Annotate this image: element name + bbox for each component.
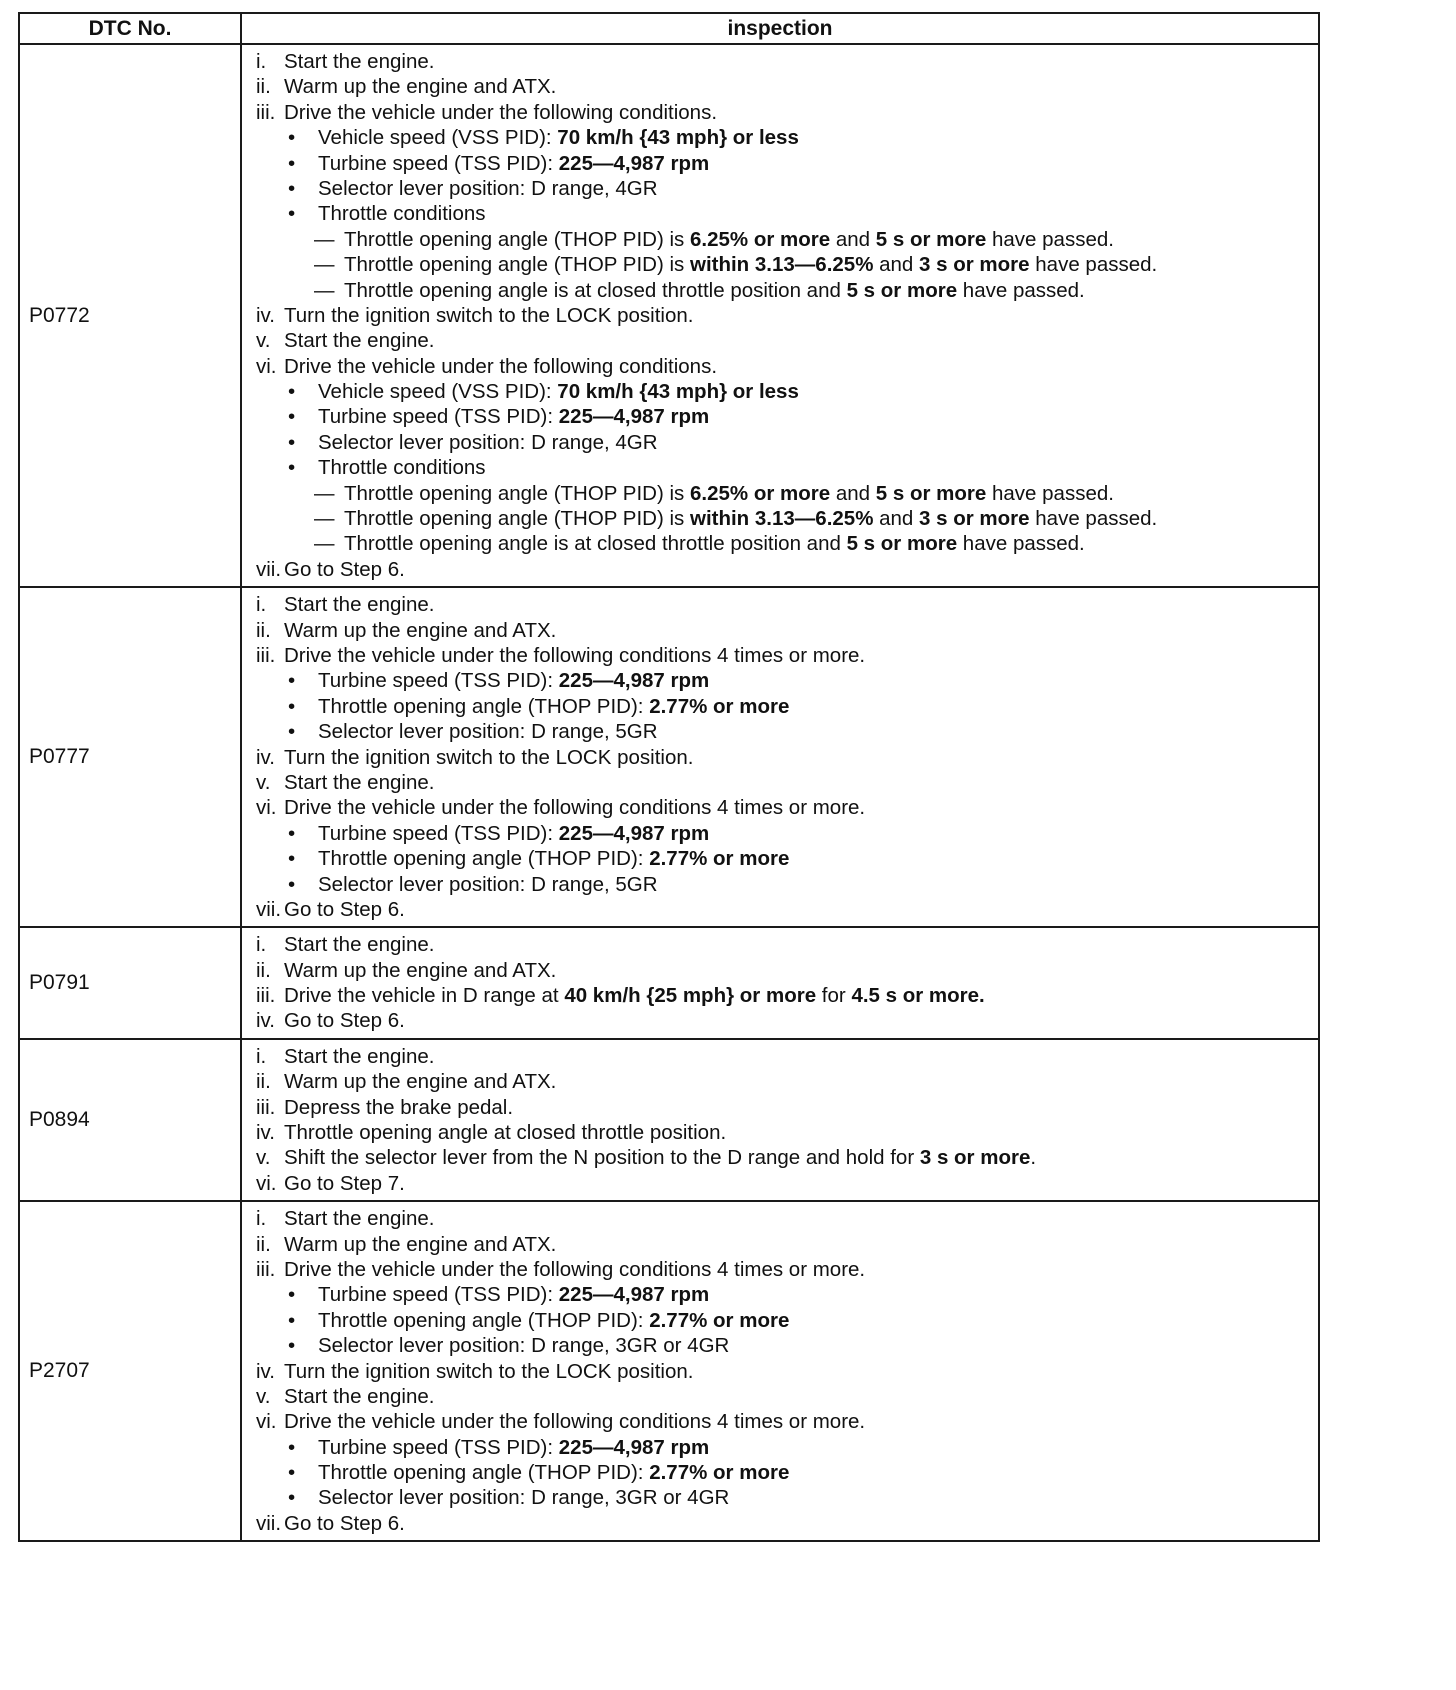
inspection-step (256, 770, 1312, 795)
bullet-marker: • (288, 669, 296, 693)
bold-value: 225—4,987 rpm (558, 405, 710, 429)
condition-bullet (256, 694, 1312, 719)
step-text: Turbine speed (TSS PID): (318, 151, 559, 175)
step-text: Throttle opening angle (THOP PID): (318, 847, 650, 871)
inspection-cell (241, 1201, 1319, 1541)
inspection-cell (241, 587, 1319, 927)
bullet-marker: • (288, 1283, 296, 1307)
step-text: Start the engine. (284, 1384, 435, 1408)
step-text: Drive the vehicle under the following conditions 4 times or more. (284, 1410, 866, 1434)
step-text: Selector lever position: D range, 5GR (318, 720, 658, 744)
step-text: Selector lever position: D range, 3GR or 4GR (318, 1334, 730, 1358)
step-number: iv. (256, 1009, 275, 1033)
inspection-cell (241, 1039, 1319, 1201)
condition-bullet (256, 379, 1312, 404)
inspection-step (256, 1359, 1312, 1384)
step-text: Drive the vehicle in D range at (284, 984, 565, 1008)
table-row (19, 927, 1319, 1039)
bullet-marker: • (288, 1334, 296, 1358)
bullet-marker: • (288, 202, 296, 226)
dash-marker: — (314, 481, 335, 505)
inspection-step (256, 1120, 1312, 1145)
inspection-step (256, 983, 1312, 1008)
condition-bullet (256, 1485, 1312, 1510)
step-number: ii. (256, 618, 271, 642)
throttle-condition (256, 278, 1312, 303)
inspection-step (256, 1409, 1312, 1434)
step-text: Warm up the engine and ATX. (284, 75, 557, 99)
step-number: iv. (256, 303, 275, 327)
condition-bullet (256, 125, 1312, 150)
step-number: ii. (256, 1070, 271, 1094)
step-text: Go to Step 6. (284, 1009, 405, 1033)
bold-value: 70 km/h {43 mph} or less (557, 380, 799, 404)
inspection-step (256, 354, 1312, 379)
inspection-step (256, 592, 1312, 617)
condition-bullet (256, 1460, 1312, 1485)
inspection-step (256, 1384, 1312, 1409)
bold-value: 40 km/h {25 mph} or more (564, 984, 817, 1008)
step-text: have passed. (1029, 507, 1158, 531)
step-number: v. (256, 770, 271, 794)
bold-value: 2.77% or more (649, 847, 790, 871)
step-text: Selector lever position: D range, 3GR or 4GR (318, 1486, 730, 1510)
step-text: Start the engine. (284, 593, 435, 617)
step-number: ii. (256, 1232, 271, 1256)
step-number: iv. (256, 745, 275, 769)
bold-value: 225—4,987 rpm (558, 821, 710, 845)
table-row (19, 587, 1319, 927)
step-text: Turn the ignition switch to the LOCK position. (284, 303, 694, 327)
step-text: Start the engine. (284, 770, 435, 794)
throttle-condition (256, 531, 1312, 556)
condition-bullet (256, 668, 1312, 693)
bullet-marker: • (288, 872, 296, 896)
inspection-step (256, 897, 1312, 922)
condition-bullet (256, 1282, 1312, 1307)
inspection-step (256, 1044, 1312, 1069)
bold-value: 2.77% or more (649, 1308, 790, 1332)
bullet-marker: • (288, 430, 296, 454)
step-text: Throttle opening angle (THOP PID): (318, 694, 650, 718)
step-text: Drive the vehicle under the following conditions 4 times or more. (284, 1257, 866, 1281)
step-number: vi. (256, 354, 277, 378)
dtc-inspection-table (18, 12, 1320, 1542)
inspection-cell (241, 927, 1319, 1039)
inspection-step (256, 1008, 1312, 1033)
dash-marker: — (314, 227, 335, 251)
table-row (19, 1039, 1319, 1201)
step-number: iii. (256, 1257, 276, 1281)
step-text: Start the engine. (284, 50, 435, 73)
step-text: Go to Step 6. (284, 1511, 405, 1535)
dtc-code-cell: P0777 (19, 587, 241, 927)
step-number: i. (256, 933, 267, 957)
bold-value: 225—4,987 rpm (558, 151, 710, 175)
dtc-code-cell: P0791 (19, 927, 241, 1039)
step-number: iii. (256, 643, 276, 667)
step-text: have passed. (957, 532, 1085, 556)
bold-value: 3 s or more (919, 507, 1030, 531)
table-header-row (19, 13, 1319, 44)
inspection-step (256, 618, 1312, 643)
bullet-marker: • (288, 694, 296, 718)
bullet-marker: • (288, 1435, 296, 1459)
inspection-step (256, 745, 1312, 770)
inspection-step (256, 1511, 1312, 1536)
dtc-code-cell: P0772 (19, 44, 241, 587)
step-text: Go to Step 6. (284, 897, 405, 921)
step-text: . (1030, 1146, 1037, 1170)
step-number: i. (256, 1044, 267, 1068)
step-text: Throttle opening angle (THOP PID) is (344, 253, 690, 277)
condition-bullet (256, 430, 1312, 455)
condition-bullet (256, 821, 1312, 846)
step-text: Selector lever position: D range, 4GR (318, 430, 658, 454)
step-text: have passed. (986, 227, 1114, 251)
inspection-step (256, 1206, 1312, 1231)
step-text: Turbine speed (TSS PID): (318, 821, 559, 845)
step-text: Start the engine. (284, 329, 435, 353)
bullet-marker: • (288, 151, 296, 175)
inspection-cell (241, 44, 1319, 587)
inspection-step (256, 932, 1312, 957)
inspection-step (256, 100, 1312, 125)
table-body (19, 44, 1319, 1541)
step-text: Drive the vehicle under the following conditions 4 times or more. (284, 796, 866, 820)
step-text: Turbine speed (TSS PID): (318, 405, 559, 429)
step-text: Turbine speed (TSS PID): (318, 1283, 559, 1307)
bold-value: 6.25% or more (690, 481, 831, 505)
step-text: Warm up the engine and ATX. (284, 958, 557, 982)
inspection-step (256, 643, 1312, 668)
inspection-step (256, 303, 1312, 328)
step-number: vi. (256, 1410, 277, 1434)
step-text: Selector lever position: D range, 4GR (318, 176, 658, 200)
step-text: Vehicle speed (VSS PID): (318, 126, 558, 150)
inspection-step (256, 1257, 1312, 1282)
step-text: Throttle opening angle (THOP PID) is (344, 507, 690, 531)
step-text: for (816, 984, 852, 1008)
step-text: Go to Step 7. (284, 1171, 405, 1195)
step-text: Turn the ignition switch to the LOCK position. (284, 745, 694, 769)
step-number: vii. (256, 1511, 282, 1535)
step-text: Turn the ignition switch to the LOCK position. (284, 1359, 694, 1383)
condition-bullet (256, 151, 1312, 176)
throttle-condition (256, 506, 1312, 531)
inspection-step (256, 795, 1312, 820)
bold-value: 5 s or more (875, 227, 987, 251)
inspection-step (256, 328, 1312, 353)
bullet-marker: • (288, 821, 296, 845)
condition-bullet (256, 404, 1312, 429)
step-number: v. (256, 1146, 271, 1170)
dash-marker: — (314, 532, 335, 556)
condition-bullet (256, 719, 1312, 744)
step-text: Turbine speed (TSS PID): (318, 669, 559, 693)
step-text: Throttle opening angle (THOP PID): (318, 1308, 650, 1332)
bold-value: 225—4,987 rpm (558, 669, 710, 693)
step-text: have passed. (986, 481, 1114, 505)
step-text: Throttle opening angle (THOP PID): (318, 1461, 650, 1485)
step-number: i. (256, 50, 267, 73)
step-number: v. (256, 329, 271, 353)
table-row (19, 1201, 1319, 1541)
step-text: Vehicle speed (VSS PID): (318, 380, 558, 404)
step-number: vi. (256, 1171, 277, 1195)
step-number: ii. (256, 75, 271, 99)
step-number: iv. (256, 1121, 275, 1145)
step-text: Start the engine. (284, 933, 435, 957)
bullet-marker: • (288, 847, 296, 871)
inspection-step (256, 49, 1312, 74)
step-text: Start the engine. (284, 1207, 435, 1231)
inspection-step (256, 557, 1312, 582)
step-text: and (873, 253, 920, 277)
condition-bullet (256, 872, 1312, 897)
step-text: Throttle opening angle (THOP PID) is (344, 481, 690, 505)
step-number: v. (256, 1384, 271, 1408)
bold-value: 70 km/h {43 mph} or less (557, 126, 799, 150)
dtc-code-cell: P2707 (19, 1201, 241, 1541)
step-text: Throttle opening angle is at closed throttle position and (344, 532, 847, 556)
bold-value: 5 s or more (846, 278, 958, 302)
step-text: and (830, 227, 876, 251)
condition-bullet (256, 1435, 1312, 1460)
condition-bullet (256, 176, 1312, 201)
step-number: ii. (256, 958, 271, 982)
condition-bullet (256, 455, 1312, 480)
bold-value: 2.77% or more (649, 694, 790, 718)
step-number: vii. (256, 897, 282, 921)
step-text: have passed. (957, 278, 1085, 302)
bold-value: 3 s or more (919, 253, 1030, 277)
step-text: Start the engine. (284, 1044, 435, 1068)
bullet-marker: • (288, 1486, 296, 1510)
bullet-marker: • (288, 1461, 296, 1485)
header-dtc-no: DTC No. (19, 13, 241, 44)
bold-value: 225—4,987 rpm (558, 1283, 710, 1307)
inspection-step (256, 958, 1312, 983)
step-text: Turbine speed (TSS PID): (318, 1435, 559, 1459)
bold-value: 3 s or more (919, 1146, 1031, 1170)
bullet-marker: • (288, 126, 296, 150)
table-row (19, 44, 1319, 587)
step-text: have passed. (1029, 253, 1158, 277)
dash-marker: — (314, 507, 335, 531)
step-text: and (830, 481, 876, 505)
step-number: iv. (256, 1359, 275, 1383)
inspection-step (256, 1232, 1312, 1257)
step-number: i. (256, 593, 267, 617)
step-text: Selector lever position: D range, 5GR (318, 872, 658, 896)
bold-value: 225—4,987 rpm (558, 1435, 710, 1459)
step-number: vii. (256, 557, 282, 581)
step-text: Throttle opening angle is at closed throttle position and (344, 278, 847, 302)
bullet-marker: • (288, 456, 296, 480)
bold-value: 4.5 s or more. (851, 984, 985, 1008)
condition-bullet (256, 201, 1312, 226)
step-text: Throttle conditions (318, 202, 486, 226)
step-number: vi. (256, 796, 277, 820)
inspection-step (256, 1171, 1312, 1196)
step-number: i. (256, 1207, 267, 1231)
inspection-step (256, 74, 1312, 99)
bullet-marker: • (288, 380, 296, 404)
step-text: Drive the vehicle under the following conditions. (284, 354, 718, 378)
condition-bullet (256, 1333, 1312, 1358)
bullet-marker: • (288, 1308, 296, 1332)
step-text: and (873, 507, 920, 531)
dtc-code-cell: P0894 (19, 1039, 241, 1201)
throttle-condition (256, 252, 1312, 277)
step-text: Warm up the engine and ATX. (284, 1232, 557, 1256)
throttle-condition (256, 481, 1312, 506)
bold-value: 6.25% or more (690, 227, 831, 251)
inspection-step (256, 1145, 1312, 1170)
throttle-condition (256, 227, 1312, 252)
step-number: iii. (256, 100, 276, 124)
step-number: iii. (256, 1095, 276, 1119)
step-text: Drive the vehicle under the following conditions 4 times or more. (284, 643, 866, 667)
bullet-marker: • (288, 720, 296, 744)
bullet-marker: • (288, 405, 296, 429)
step-text: Throttle conditions (318, 456, 486, 480)
step-text: Drive the vehicle under the following conditions. (284, 100, 718, 124)
condition-bullet (256, 1308, 1312, 1333)
bold-value: 2.77% or more (649, 1461, 790, 1485)
step-text: Warm up the engine and ATX. (284, 618, 557, 642)
step-text: Depress the brake pedal. (284, 1095, 514, 1119)
step-text: Warm up the engine and ATX. (284, 1070, 557, 1094)
inspection-step (256, 1095, 1312, 1120)
inspection-step (256, 1069, 1312, 1094)
bold-value: within 3.13—6.25% (690, 507, 874, 531)
bold-value: 5 s or more (846, 532, 958, 556)
bold-value: within 3.13—6.25% (690, 253, 874, 277)
step-text: Throttle opening angle at closed throttle position. (284, 1121, 727, 1145)
header-inspection: inspection (241, 13, 1319, 44)
dash-marker: — (314, 278, 335, 302)
step-text: Shift the selector lever from the N position to the D range and hold for (284, 1146, 920, 1170)
bullet-marker: • (288, 176, 296, 200)
step-text: Go to Step 6. (284, 557, 405, 581)
bold-value: 5 s or more (875, 481, 987, 505)
dash-marker: — (314, 253, 335, 277)
step-text: Throttle opening angle (THOP PID) is (344, 227, 690, 251)
step-number: iii. (256, 984, 276, 1008)
condition-bullet (256, 846, 1312, 871)
